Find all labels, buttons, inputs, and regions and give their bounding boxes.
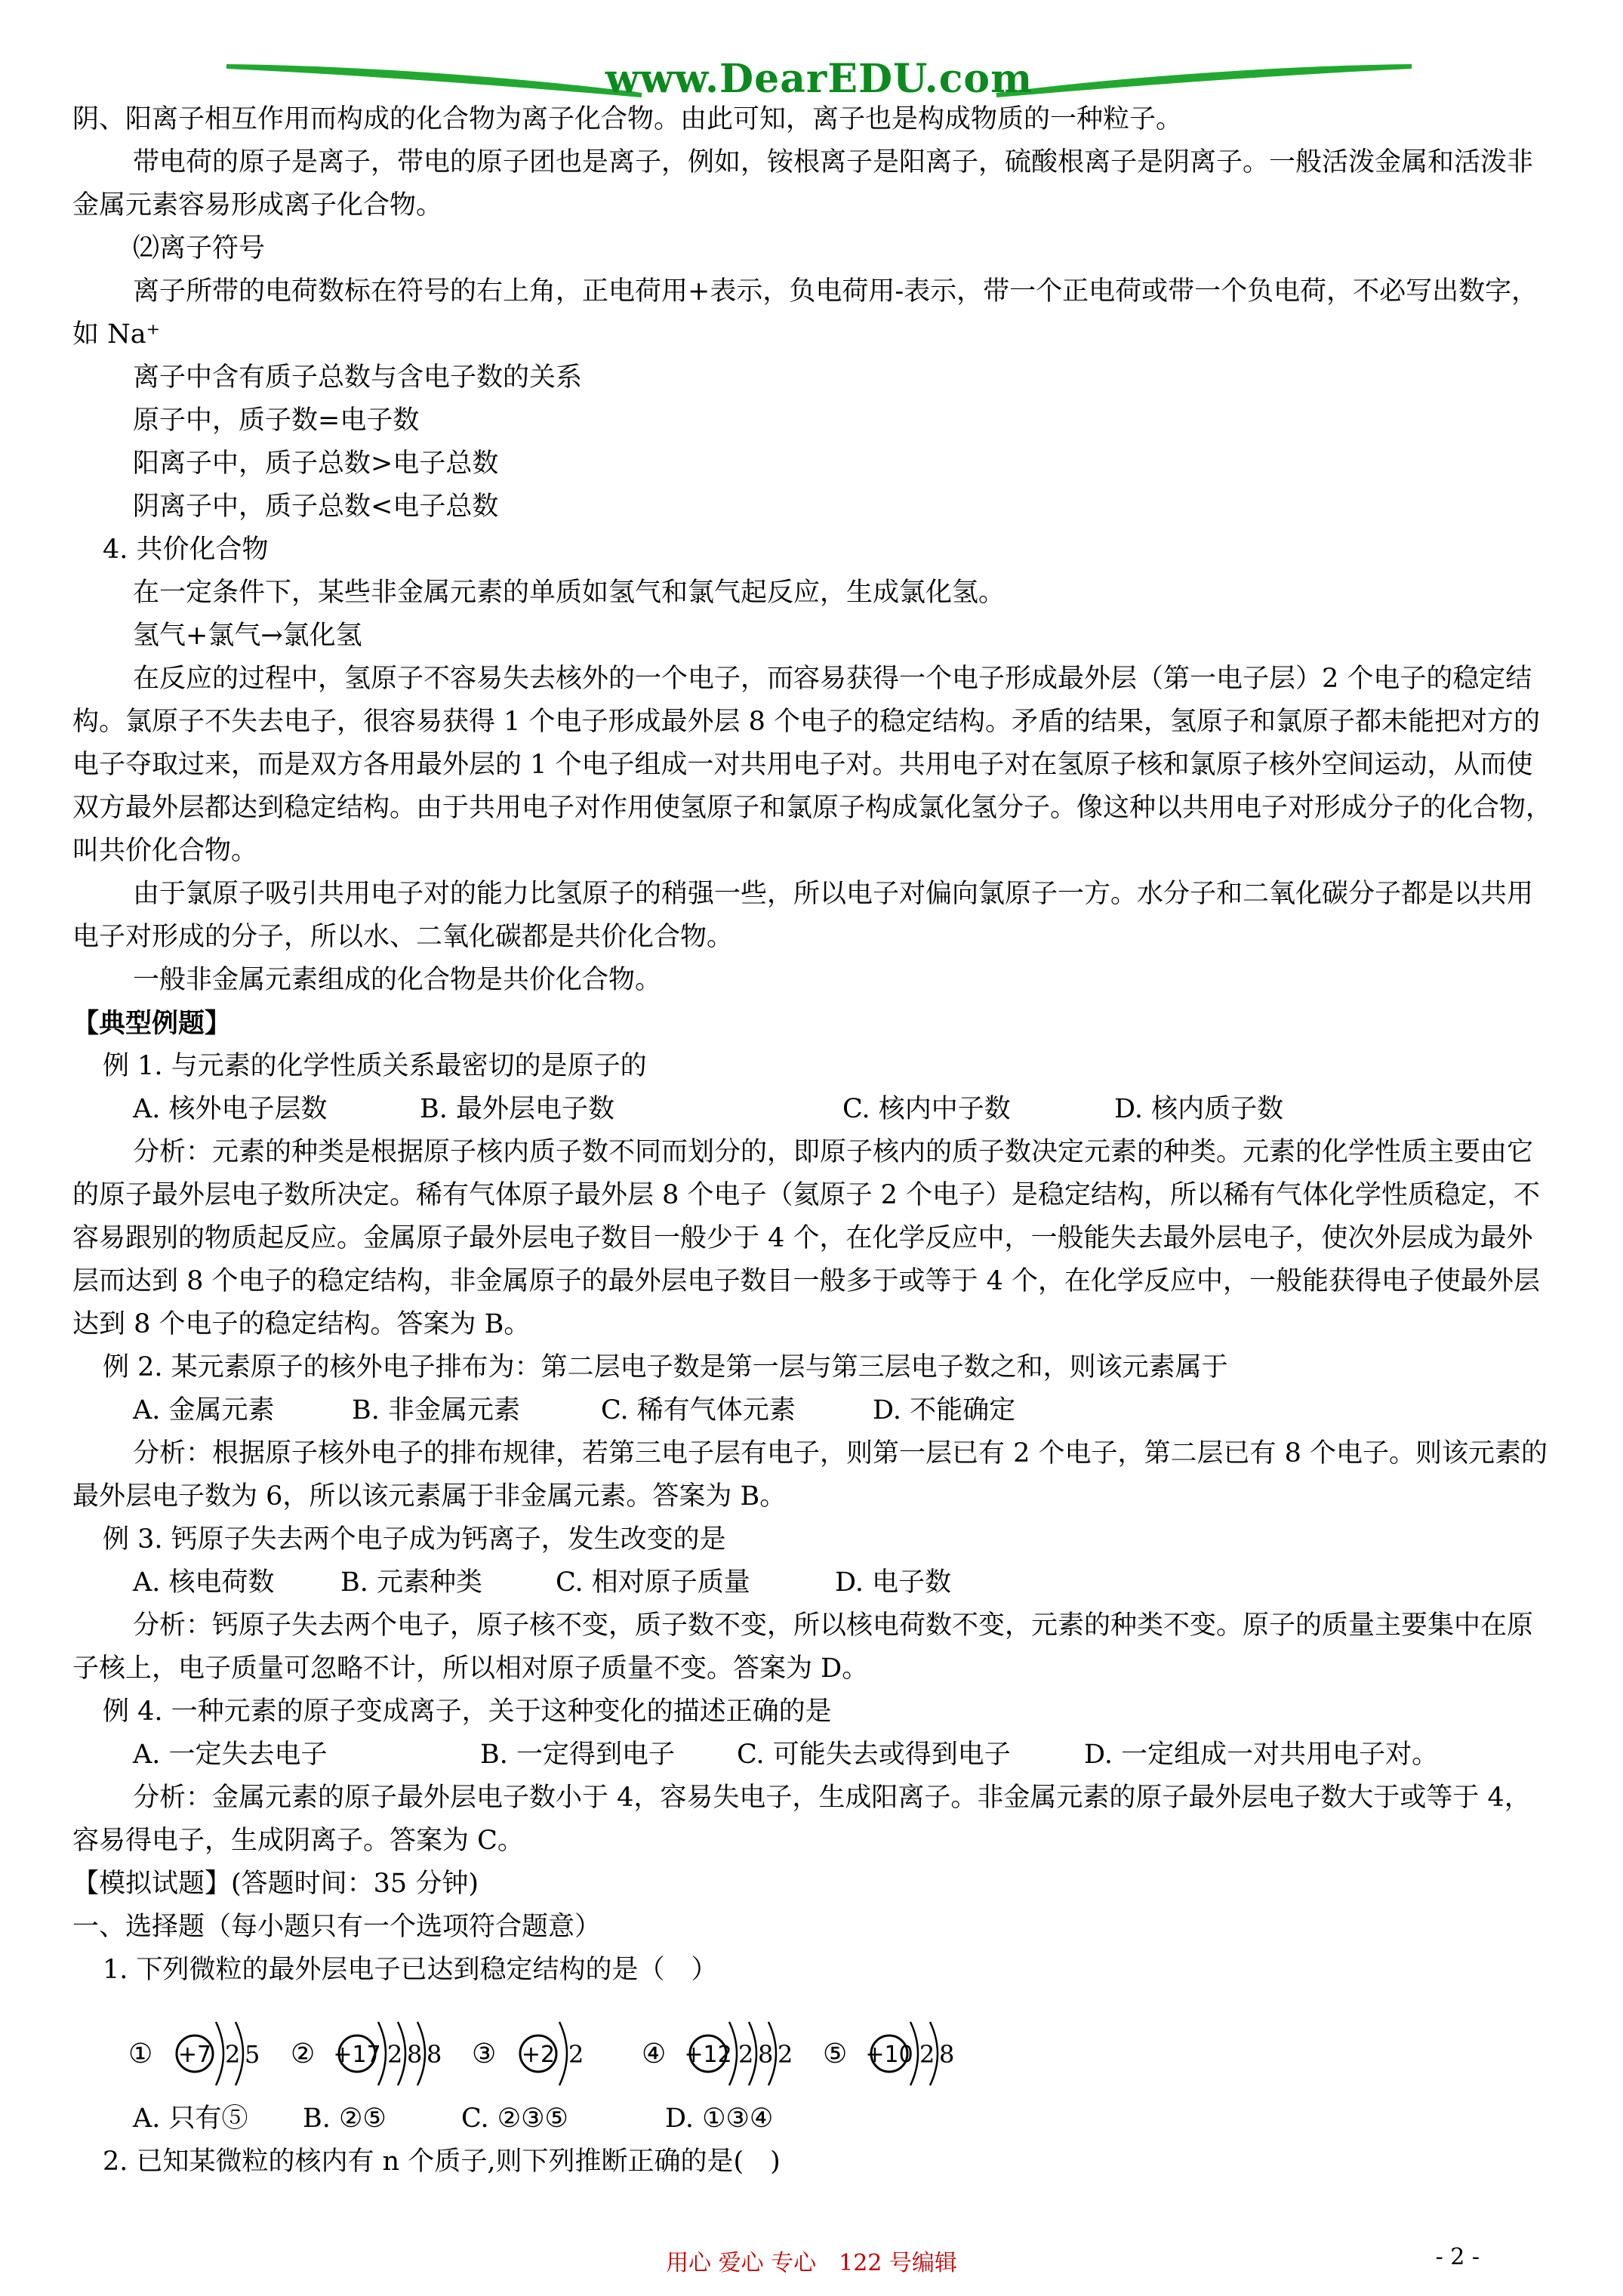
- example-2-options: [72, 1389, 1555, 1432]
- shell-electron-count: 2: [738, 2040, 754, 2069]
- paragraph: 分析：根据原子核外电子的排布规律，若第三电子层有电子，则第一层已有 2 个电子，第二层已有 8 个电子。则该元素的最外层电子数为 6，所以该元素属于非金属元素。答案为 B。: [72, 1438, 1548, 1512]
- example-3-options: [72, 1561, 1555, 1604]
- nucleus-charge: +10: [865, 2042, 913, 2068]
- shell-electron-count: 2: [919, 2040, 935, 2069]
- nucleus-charge: +7: [177, 2042, 212, 2068]
- shell-electron-count: 2: [568, 2040, 584, 2069]
- nucleus-charge: +17: [333, 2042, 381, 2068]
- question-area: [72, 2097, 1555, 2184]
- footer-text: 用心 爱心 专心 122 号编辑: [666, 2250, 957, 2276]
- paragraph: 例 2. 某元素原子的核外电子排布为：第二层电子数是第一层与第三层电子数之和，则该元素属于: [103, 1352, 1228, 1382]
- example-4-options: [72, 1734, 1555, 1777]
- atom-diagram: [642, 2022, 793, 2085]
- document-body: [72, 98, 1555, 1992]
- atom-number: ①: [128, 2039, 153, 2069]
- question-1-options: [72, 2097, 1555, 2140]
- option: A. 只有⑤: [133, 2103, 248, 2134]
- option: B. 非金属元素: [352, 1395, 520, 1425]
- option: B. 最外层电子数: [420, 1094, 614, 1124]
- paragraph: 分析：金属元素的原子最外层电子数小于 4，容易失电子，生成阳离子。非金属元素的原子最外层电子数大于或等于 4，容易得电子，生成阴离子。答案为 C。: [72, 1783, 1531, 1856]
- paragraph: 4. 共价化合物: [103, 535, 269, 565]
- option: A. 金属元素: [133, 1395, 275, 1425]
- paragraph: 阳离子中，质子总数>电子总数: [133, 448, 499, 479]
- shell-electron-count: 8: [407, 2040, 423, 2069]
- shell-electron-count: 2: [778, 2040, 793, 2069]
- shell-electron-count: 2: [387, 2040, 403, 2069]
- option: A. 一定失去电子: [133, 1740, 328, 1770]
- paragraph: 离子中含有质子总数与含电子数的关系: [133, 362, 583, 393]
- atom-diagram: [823, 2022, 954, 2085]
- paragraph: 阴、阳离子相互作用而构成的化合物为离子化合物。由此可知，离子也是构成物质的一种粒子。: [72, 104, 1183, 134]
- paragraph: 例 3. 钙原子失去两个电子成为钙离子，发生改变的是: [103, 1524, 726, 1555]
- option: C. 稀有气体元素: [601, 1395, 796, 1425]
- shell-electron-count: 5: [245, 2040, 260, 2069]
- option: B. ②⑤: [303, 2103, 387, 2134]
- option: C. 相对原子质量: [556, 1567, 750, 1598]
- paragraph: ⑵离子符号: [133, 233, 266, 264]
- electron-shell-arc: [559, 2022, 567, 2085]
- paragraph: 阴离子中，质子总数<电子总数: [133, 492, 499, 522]
- paragraph: 在反应的过程中，氢原子不容易失去核外的一个电子，而容易获得一个电子形成最外层（第一电子层）2 个电子的稳定结构。氯原子不失去电子，很容易获得 1 个电子形成最外层 8 个电子的稳定结构。矛盾的结果，氢原子和氯原子都未能把对方的电子夺取过来，而是双方各用最外层的 1 个电子组成一对共用电子对。共用电子对在氢原子核和氯原子核外空间运动，从而使双方最外层都达到稳定结构。由于共用电子对作用使氢原子和氯原子构成氯化氢分子。像这种以共用电子对形成分子的化合物，叫共价化合物。: [72, 664, 1553, 866]
- site-logo-text[interactable]: www.DearEDU.com: [605, 56, 1033, 102]
- shell-electron-count: 2: [225, 2040, 241, 2069]
- example-1-options: [72, 1088, 1555, 1131]
- option: A. 核外电子层数: [133, 1094, 328, 1124]
- paragraph: 离子所带的电荷数标在符号的右上角，正电荷用+表示，负电荷用-表示，带一个正电荷或带一个负电荷，不必写出数字，如 Na⁺: [72, 276, 1538, 350]
- nucleus-charge: +2: [521, 2042, 556, 2068]
- paragraph: 例 1. 与元素的化学性质关系最密切的是原子的: [103, 1051, 647, 1081]
- nucleus-charge: +12: [684, 2042, 732, 2068]
- option: B. 元素种类: [340, 1567, 482, 1598]
- option: C. 可能失去或得到电子: [737, 1740, 1011, 1770]
- paragraph: 分析：钙原子失去两个电子，原子核不变，质子数不变，所以核电荷数不变，元素的种类不变。原子的质量主要集中在原子核上，电子质量可忽略不计，所以相对原子质量不变。答案为 D。: [72, 1610, 1534, 1684]
- paragraph: 在一定条件下，某些非金属元素的单质如氢气和氯气起反应，生成氯化氢。: [133, 578, 1006, 608]
- paragraph: 一、选择题（每小题只有一个选项符合题意）: [72, 1912, 602, 1942]
- atom-diagram: [472, 2022, 584, 2085]
- paragraph: 例 4. 一种元素的原子变成离子，关于这种变化的描述正确的是: [103, 1697, 832, 1727]
- paragraph: 【典型例题】: [72, 1008, 232, 1039]
- option: D. 不能确定: [873, 1395, 1016, 1425]
- atom-number: ⑤: [823, 2039, 848, 2069]
- paragraph: 氢气+氯气→氯化氢: [133, 621, 362, 651]
- shell-electron-count: 8: [939, 2040, 955, 2069]
- atom-diagram: [128, 2022, 260, 2085]
- page-number: - 2 -: [1435, 2244, 1480, 2270]
- option: D. ①③④: [665, 2103, 774, 2134]
- option: C. ②③⑤: [461, 2103, 568, 2134]
- atom-number: ②: [291, 2039, 316, 2069]
- shell-electron-count: 8: [427, 2040, 442, 2069]
- option: C. 核内中子数: [842, 1094, 1011, 1124]
- paragraph: 带电荷的原子是离子，带电的原子团也是离子，例如，铵根离子是阳离子，硫酸根离子是阴离子。一般活泼金属和活泼非金属元素容易形成离子化合物。: [72, 147, 1534, 220]
- paragraph: 【模拟试题】(答题时间：35 分钟): [72, 1869, 479, 1899]
- paragraph: 原子中，质子数=电子数: [133, 405, 420, 436]
- atom-number: ④: [642, 2039, 667, 2069]
- question-2: 2. 已知某微粒的核内有 n 个质子,则下列推断正确的是( ): [103, 2147, 781, 2177]
- option: B. 一定得到电子: [480, 1740, 675, 1770]
- paragraph: 1. 下列微粒的最外层电子已达到稳定结构的是（ ）: [103, 1955, 718, 1985]
- option: A. 核电荷数: [133, 1567, 275, 1598]
- atom-number: ③: [472, 2039, 497, 2069]
- option: D. 电子数: [835, 1567, 952, 1598]
- option: D. 一定组成一对共用电子对。: [1084, 1740, 1439, 1770]
- option: D. 核内质子数: [1114, 1094, 1284, 1124]
- shell-electron-count: 8: [758, 2040, 774, 2069]
- paragraph: 由于氯原子吸引共用电子对的能力比氢原子的稍强一些，所以电子对偏向氯原子一方。水分子和二氧化碳分子都是以共用电子对形成的分子，所以水、二氧化碳都是共价化合物。: [72, 879, 1534, 952]
- electron-shell-arc: [216, 2022, 223, 2085]
- paragraph: 分析：元素的种类是根据原子核内质子数不同而划分的，即原子核内的质子数决定元素的种类。元素的化学性质主要由它的原子最外层电子数所决定。稀有气体原子最外层 8 个电子（氦原子 2 个电子）是稳定结构，所以稀有气体化学性质稳定，不容易跟别的物质起反应。金属原子最外层电子数目一般少于 4 个，在化学反应中，一般能失去最外层电子，使次外层成为最外层而达到 8 个电子的稳定结构，非金属原子的最外层电子数目一般多于或等于 4 个，在化学反应中，一般能获得电子使最外层达到 8 个电子的稳定结构。答案为 B。: [72, 1137, 1541, 1339]
- atom-diagram: [291, 2022, 442, 2085]
- paragraph: 一般非金属元素组成的化合物是共价化合物。: [133, 965, 662, 995]
